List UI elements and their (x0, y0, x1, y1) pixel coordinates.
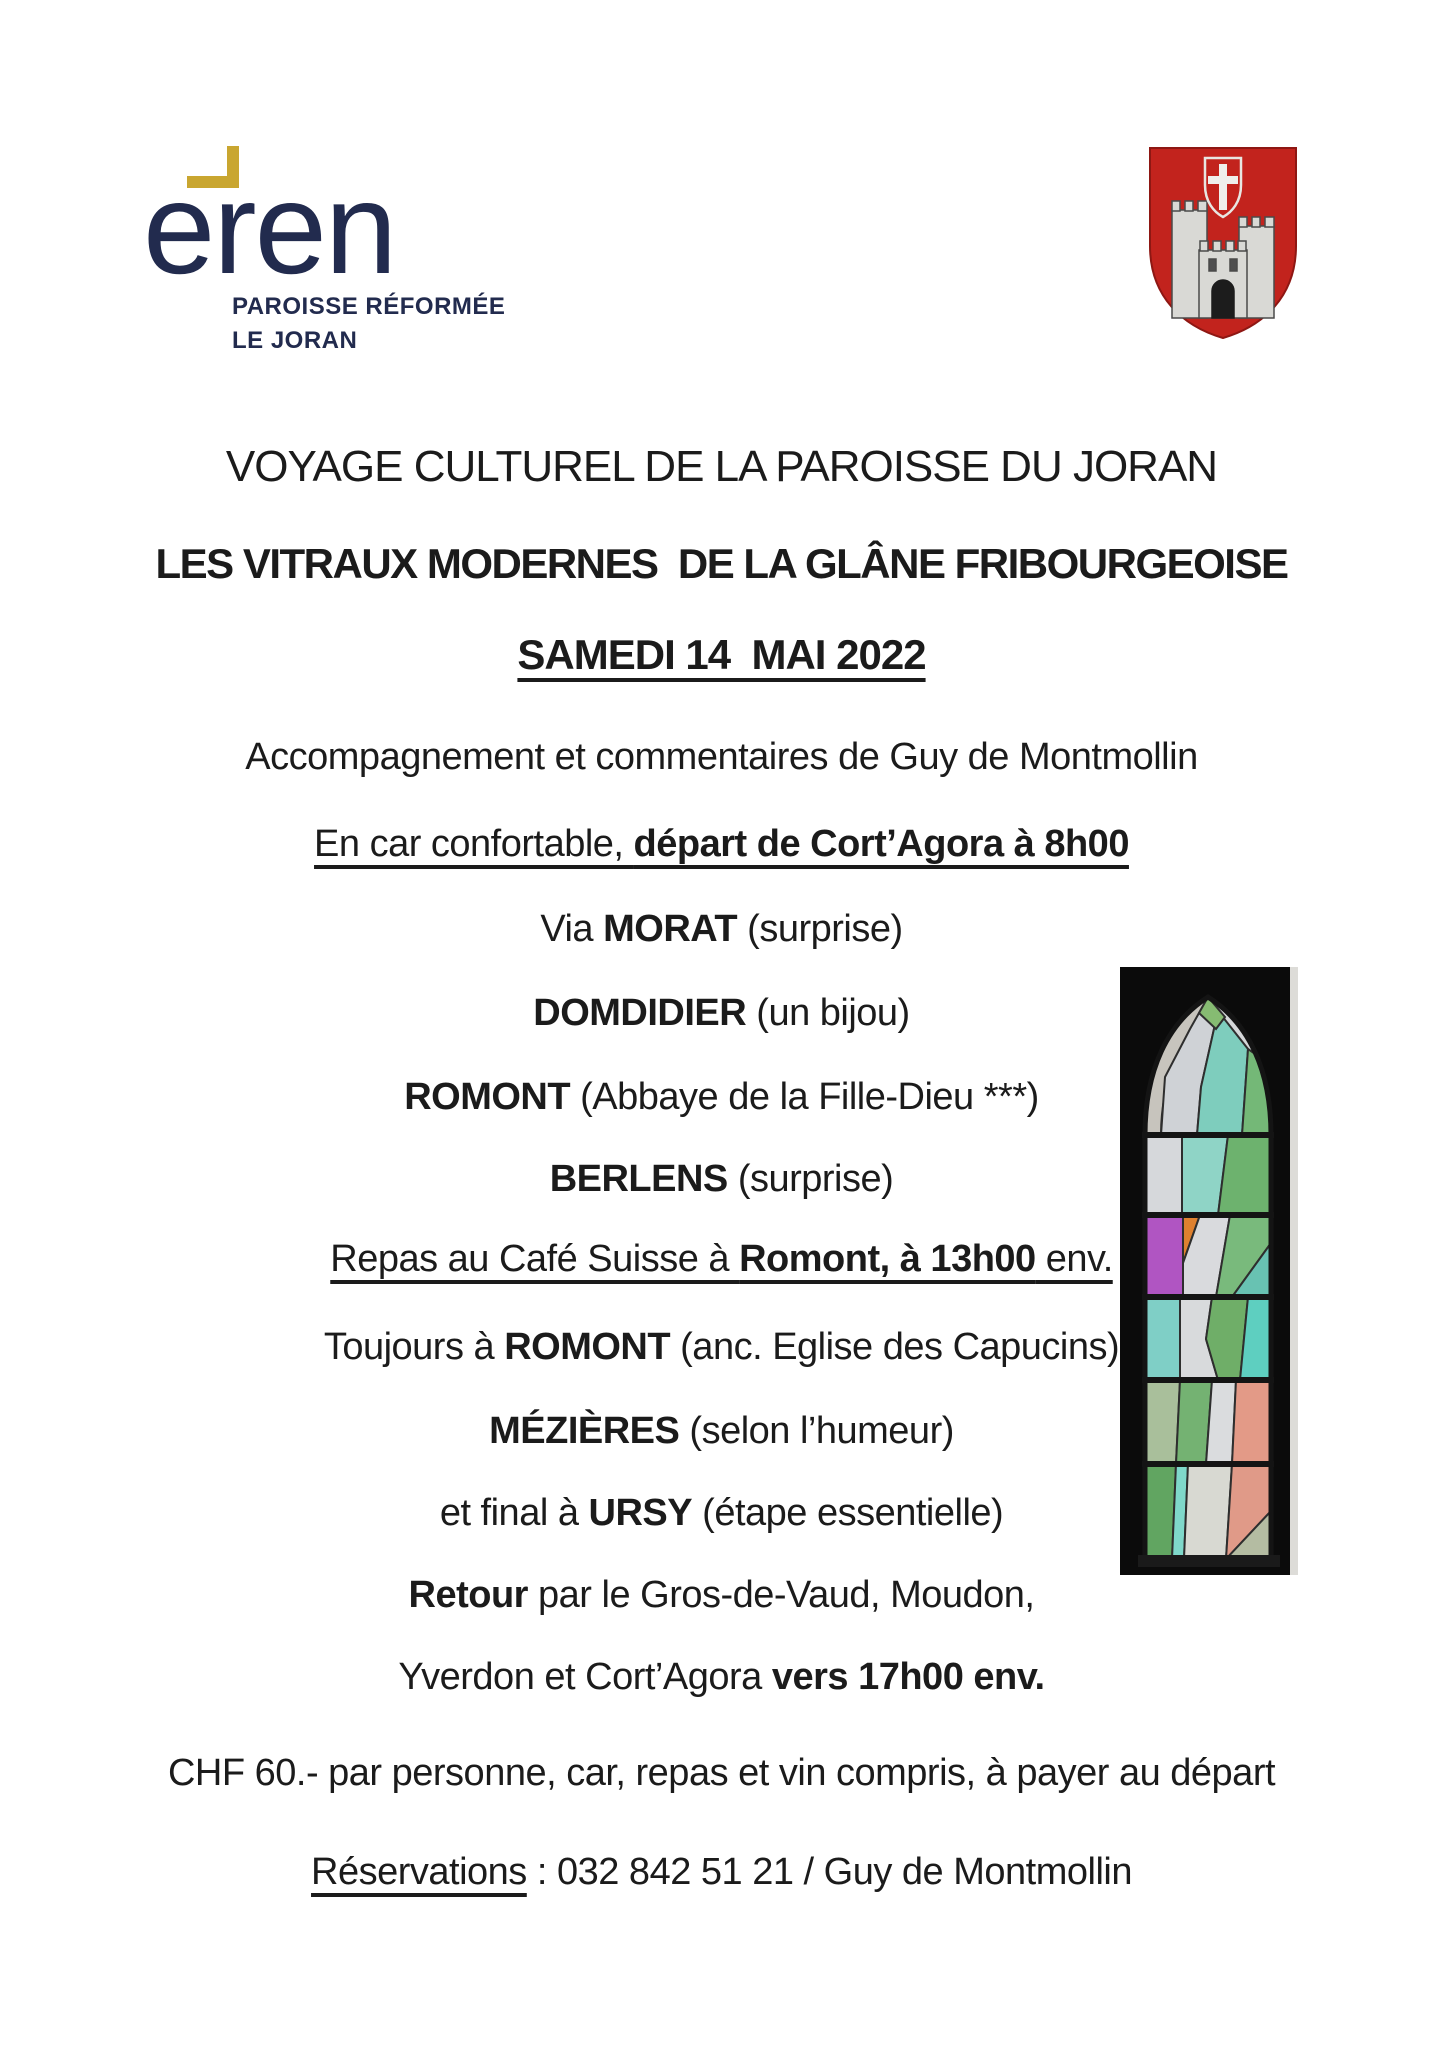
text-segment: et final à (439, 1492, 589, 1534)
eren-tagline (232, 290, 505, 358)
stained-glass-window-photo (1120, 967, 1298, 1575)
text-segment: départ de Cort’Agora à 8h00 (633, 823, 1129, 865)
text-segment: (anc. Eglise des Capucins) (670, 1326, 1120, 1368)
text-segment: MORAT (603, 908, 738, 950)
line-prix (0, 1747, 1443, 1799)
text-segment: env. (1035, 1238, 1113, 1280)
text-segment: MÉZIÈRES (489, 1410, 680, 1452)
text-segment: par le Gros-de-Vaud, Moudon, (527, 1574, 1035, 1616)
text-segment: Via (540, 908, 604, 950)
line-reservations (0, 1846, 1443, 1898)
page-title: VOYAGE CULTUREL DE LA PAROISSE DU JORAN (225, 442, 1218, 491)
text-segment: Repas au Café Suisse à (330, 1238, 740, 1280)
line-accompagnement (0, 731, 1443, 783)
event-date: SAMEDI 14 MAI 2022 (517, 631, 926, 678)
text-segment: (surprise) (737, 908, 903, 950)
text-segment: Toujours à (323, 1326, 505, 1368)
romont-coat-of-arms (1142, 140, 1304, 345)
text-segment: (un bijou) (746, 992, 910, 1034)
line-morat (0, 903, 1443, 955)
text-segment: (Abbaye de la Fille-Dieu ***) (570, 1076, 1039, 1118)
text-segment: DOMDIDIER (533, 992, 747, 1034)
eren-wordmark: eren (143, 155, 396, 301)
text-segment: Retour (408, 1574, 528, 1616)
eren-tagline-line2: LE JORAN (232, 327, 358, 354)
text-segment: ROMONT (404, 1076, 571, 1118)
text-segment: CHF 60.- par personne, car, repas et vin compris, à payer au départ (167, 1752, 1276, 1794)
text-segment: : 032 842 51 21 / Guy de Montmollin (526, 1851, 1132, 1893)
eren-tagline-line1: PAROISSE RÉFORMÉE (232, 293, 506, 320)
text-segment: URSY (588, 1492, 693, 1534)
text-segment: (étape essentielle) (692, 1492, 1004, 1534)
text-segment: Romont, à 13h00 (739, 1238, 1036, 1280)
page-subtitle: LES VITRAUX MODERNES DE LA GLÂNE FRIBOURGEOISE (155, 540, 1288, 587)
text-segment: vers 17h00 env. (771, 1656, 1045, 1698)
text-segment: BERLENS (549, 1158, 728, 1200)
line-retour (0, 1569, 1443, 1621)
line-yverdon (0, 1651, 1443, 1703)
text-segment: Yverdon et Cort’Agora (398, 1656, 772, 1698)
text-segment: ROMONT (504, 1326, 671, 1368)
text-segment: Réservations (311, 1851, 527, 1893)
text-segment: En car confortable, (314, 823, 634, 865)
line-depart (0, 818, 1443, 870)
text-segment: (selon l’humeur) (679, 1410, 954, 1452)
text-segment: (surprise) (727, 1158, 894, 1200)
text-segment: Accompagnement et commentaires de Guy de Montmollin (245, 736, 1198, 778)
eren-logo (143, 120, 563, 360)
